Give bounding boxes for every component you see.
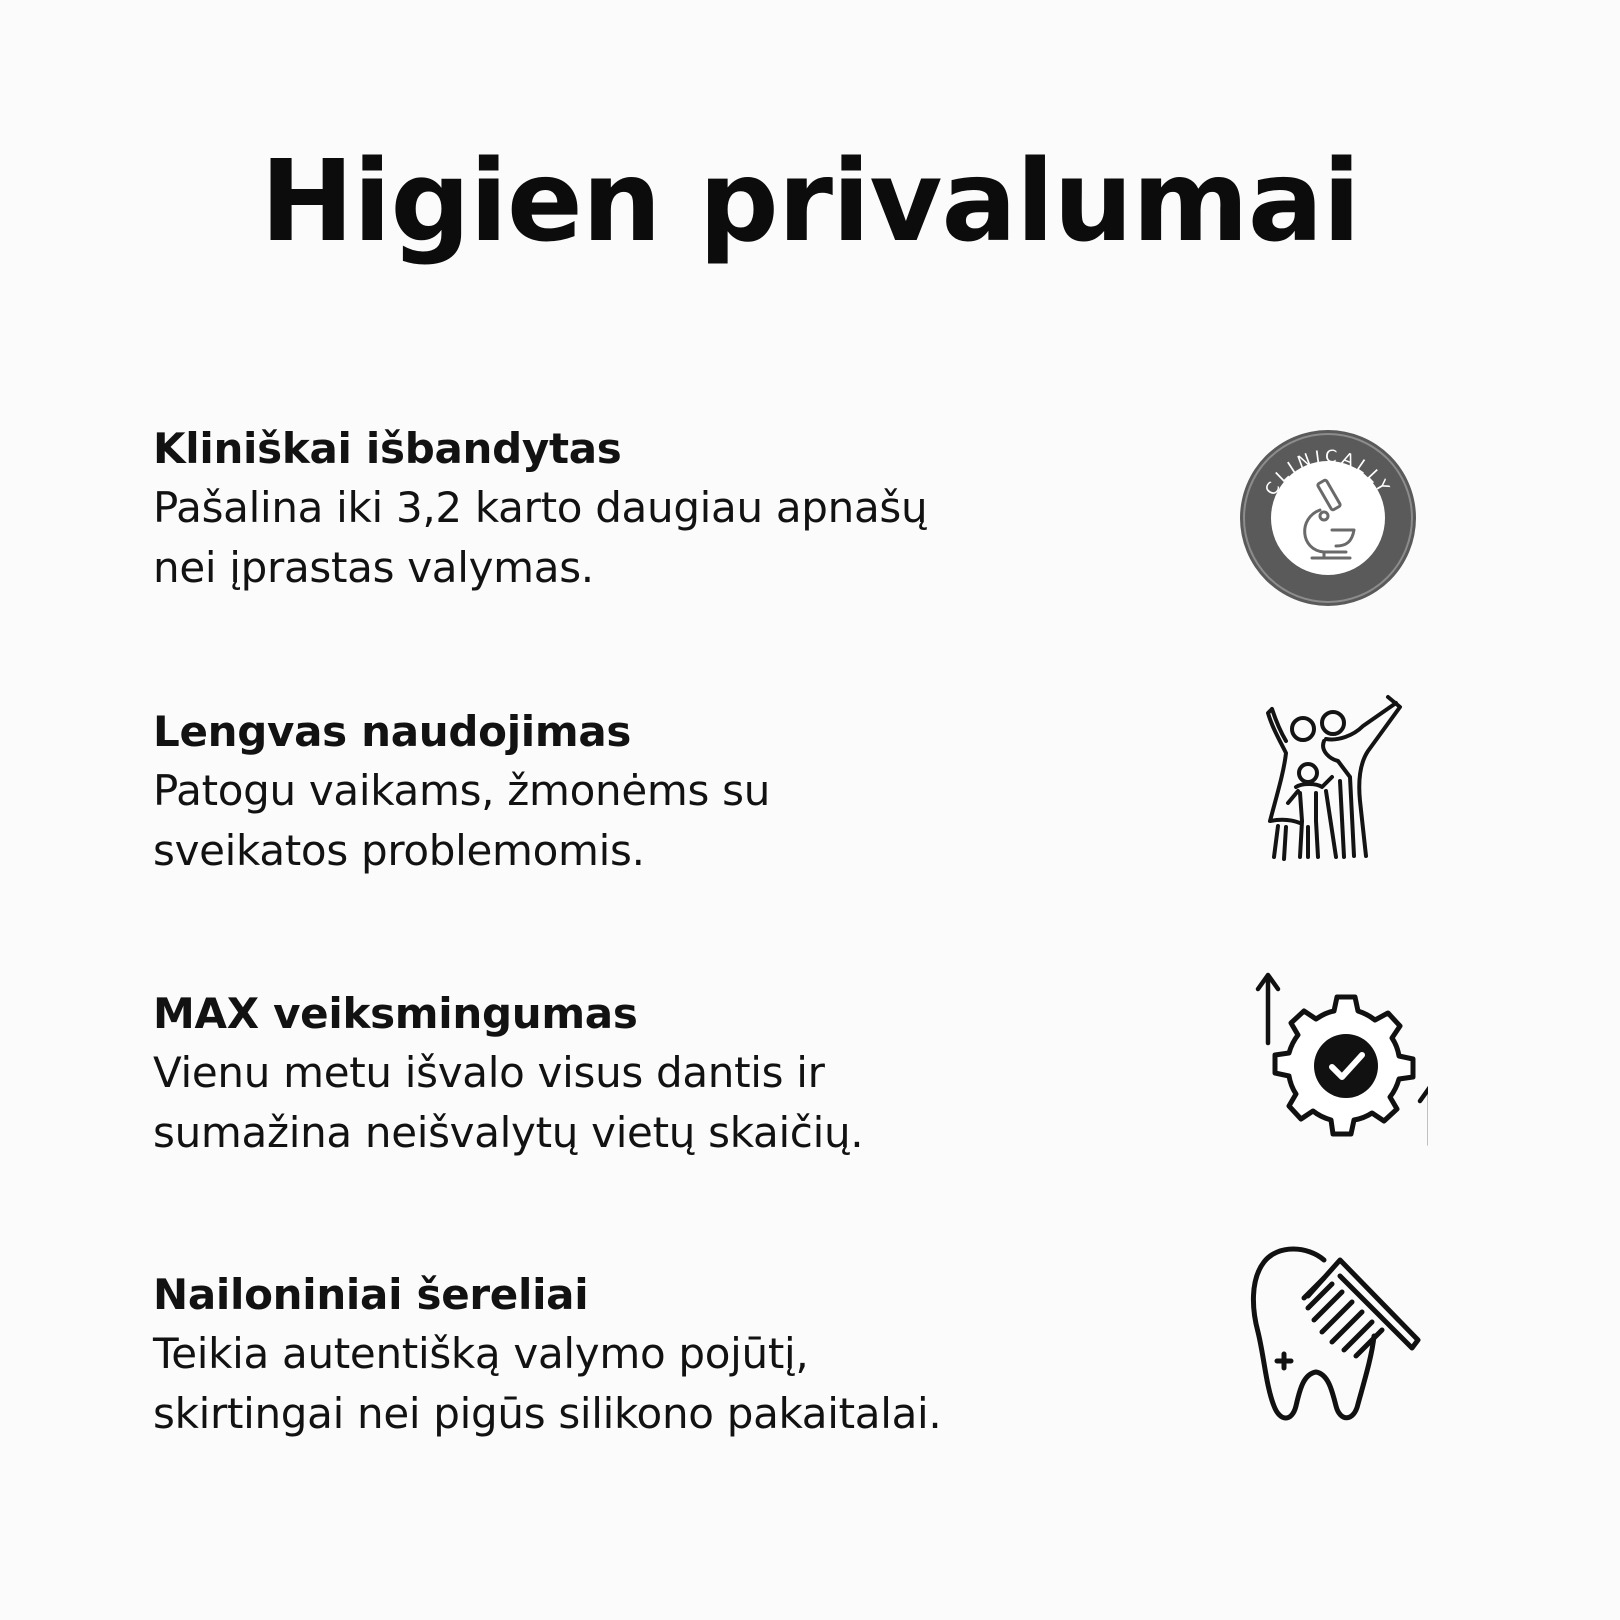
feature-max-efficiency (153, 985, 1513, 1205)
feature-text (153, 420, 1083, 598)
feature-description: Vienu metu išvalo visus dantis ir sumažina neišvalytų vietų skaičių. (153, 1048, 864, 1157)
feature-text (153, 1266, 1083, 1444)
feature-text (153, 703, 1083, 881)
gear-check-icon (1228, 965, 1428, 1165)
tooth-brush-icon (1228, 1236, 1428, 1436)
clinically-tested-badge-icon (1228, 418, 1428, 618)
feature-title: Nailoniniai šereliai (153, 1270, 589, 1319)
family-icon (1228, 681, 1428, 881)
feature-title: MAX veiksmingumas (153, 989, 638, 1038)
feature-clinically-tested (153, 420, 1513, 640)
feature-description: Patogu vaikams, žmonėms su sveikatos problemomis. (153, 766, 771, 875)
feature-title: Kliniškai išbandytas (153, 424, 622, 473)
feature-text (153, 985, 1083, 1163)
badge-bottom-text: TESTED (1283, 544, 1373, 579)
feature-description: Pašalina iki 3,2 karto daugiau apnašų nei įprastas valymas. (153, 483, 928, 592)
feature-easy-use (153, 703, 1513, 923)
feature-description: Teikia autentišką valymo pojūtį, skirtingai nei pigūs silikono pakaitalai. (153, 1329, 942, 1438)
badge-top-text: CLINICALLY (1261, 446, 1395, 500)
feature-title: Lengvas naudojimas (153, 707, 632, 756)
page-title: Higien privalumai (260, 137, 1360, 267)
feature-nylon-bristles (153, 1266, 1513, 1486)
